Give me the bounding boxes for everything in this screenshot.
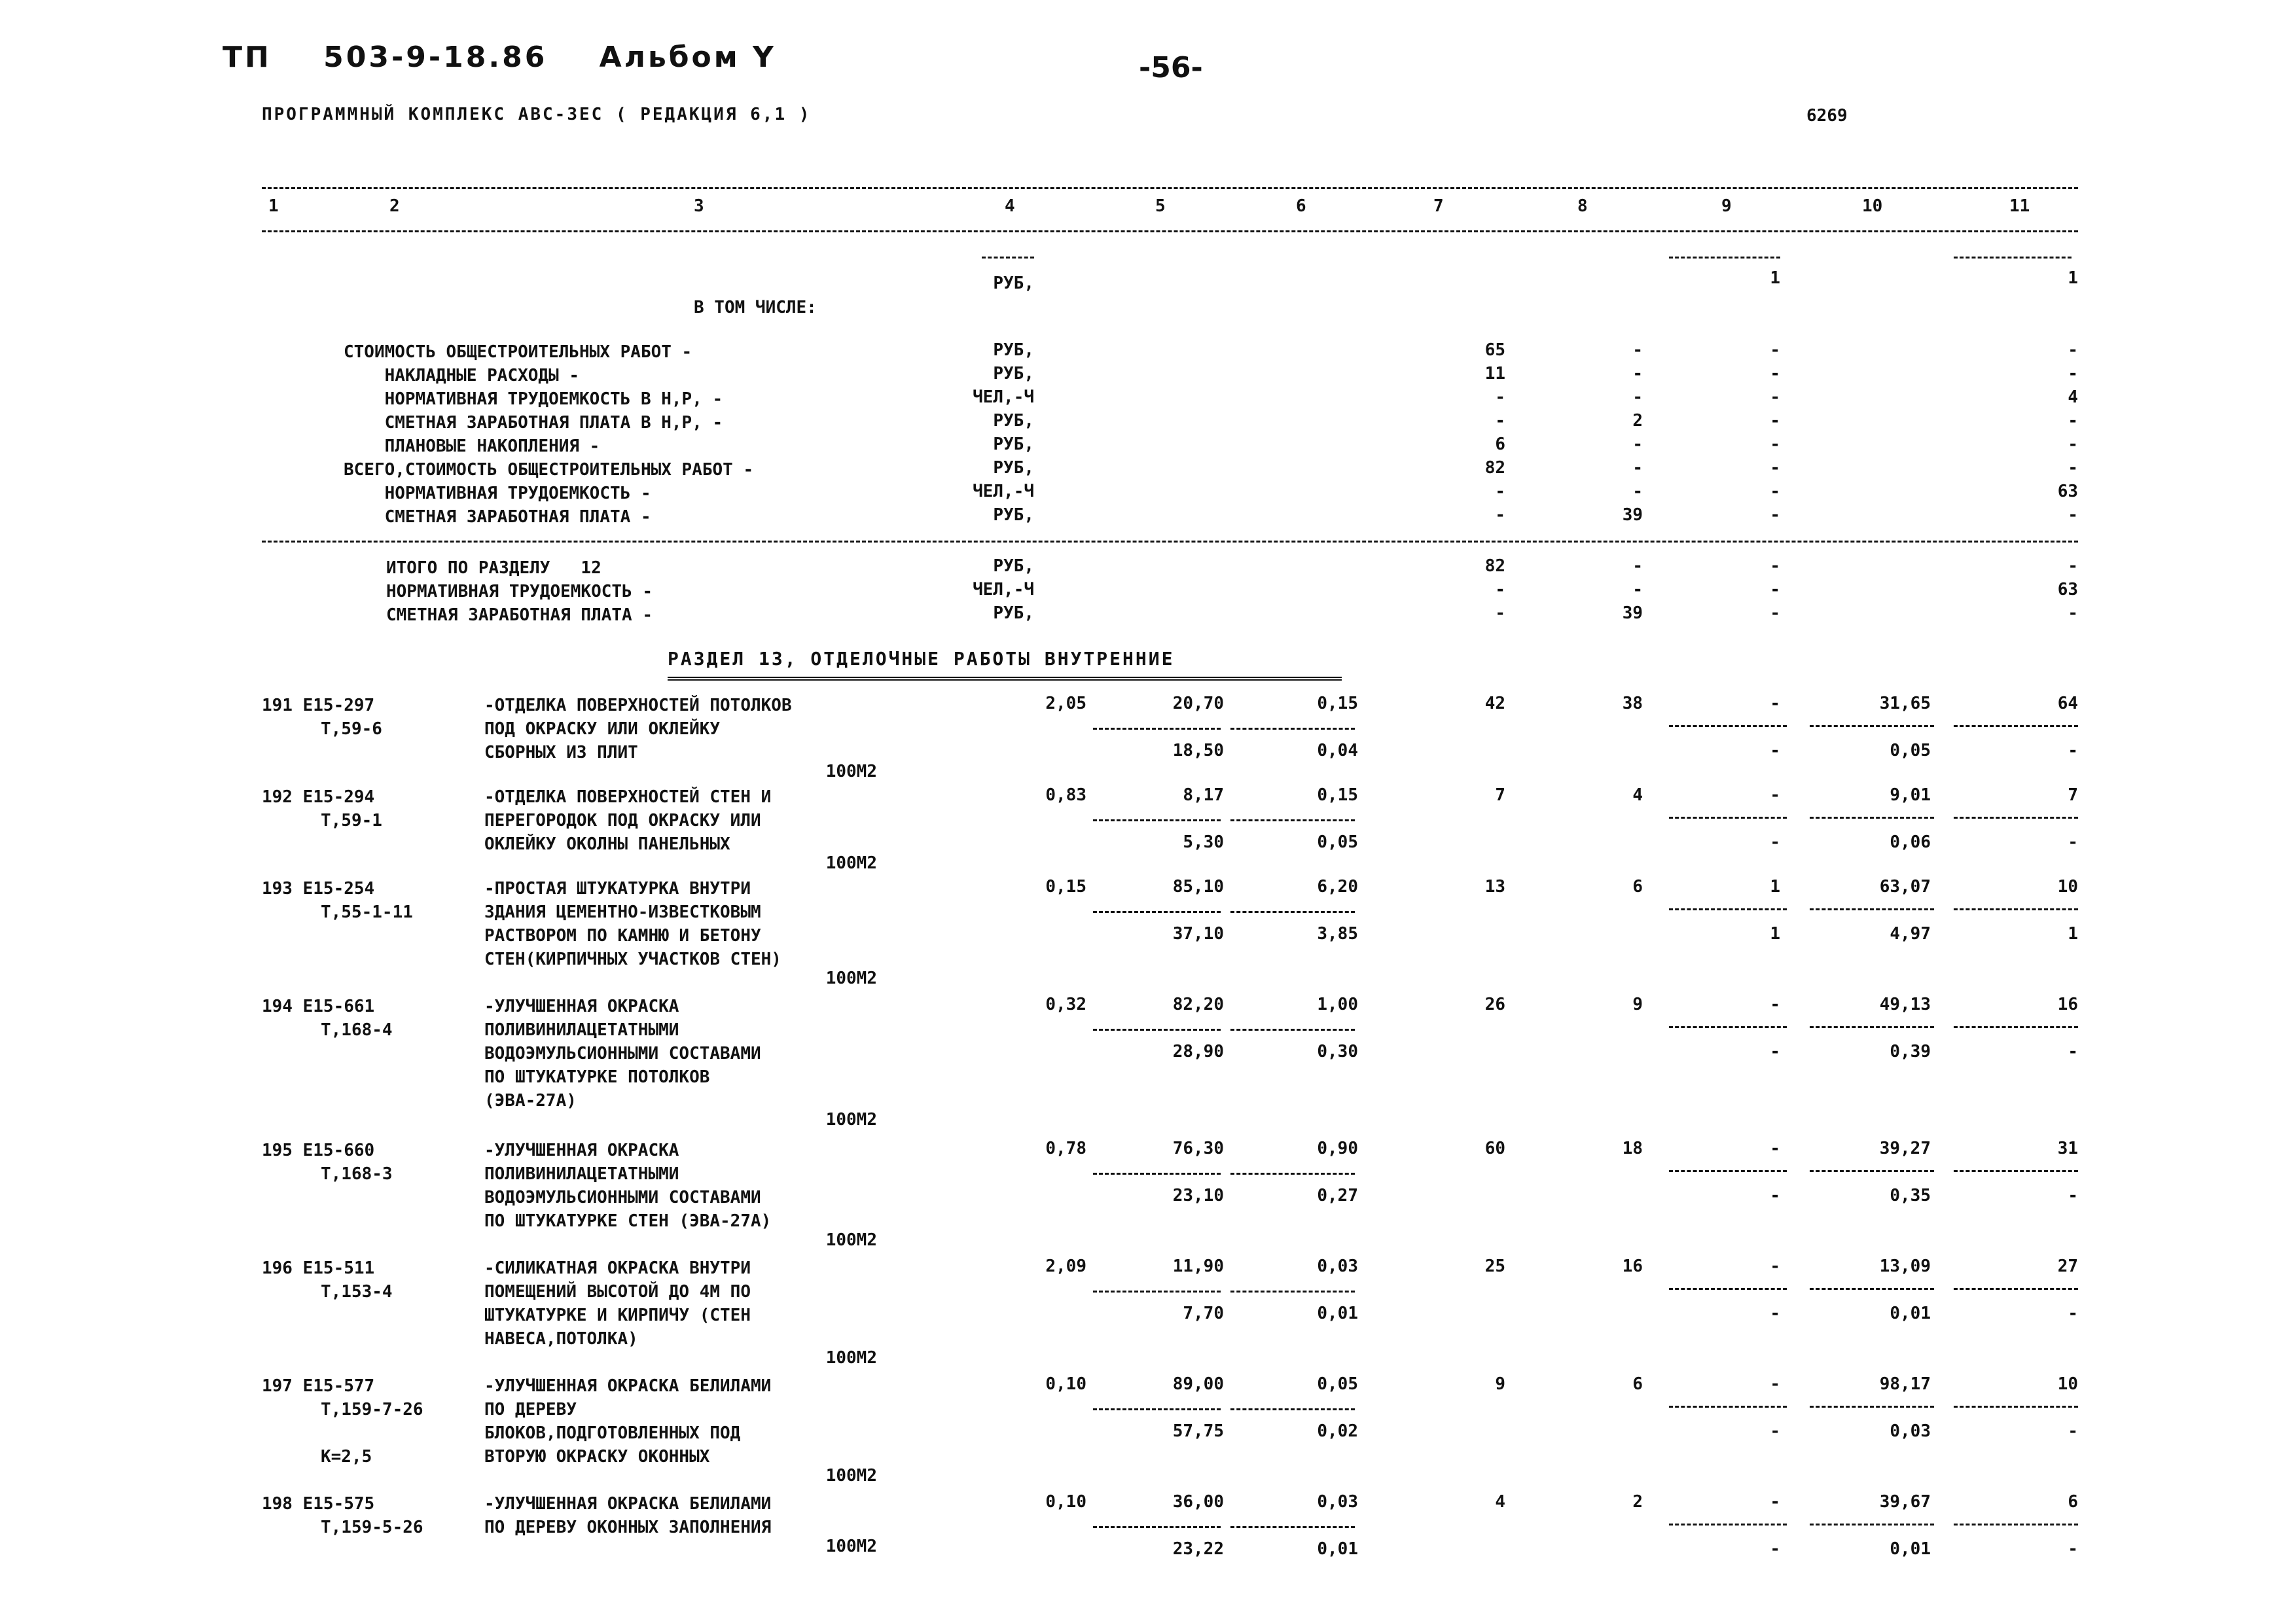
column-numbers [262, 196, 2078, 219]
item-col11-sub: 1 [2068, 924, 2078, 944]
col9-rule [1669, 257, 1780, 259]
item-col9-rule [1669, 1524, 1787, 1525]
table-header-rule [262, 230, 2078, 232]
item-norm: Т,59-1 [321, 811, 382, 830]
item-qty: 2,09 [1045, 1257, 1086, 1276]
album-label: Альбом Y [599, 41, 776, 74]
item-col10: 49,13 [1879, 995, 1931, 1014]
item-col8: 9 [1632, 995, 1643, 1014]
item-col11-rule [1954, 725, 2078, 727]
item-price-rule [1093, 1173, 1221, 1175]
item-col11-sub: - [2068, 1539, 2078, 1559]
item-price-rule [1093, 1029, 1221, 1031]
item-col10: 13,09 [1879, 1257, 1931, 1276]
summary-col7: 11 [1484, 364, 1505, 383]
totals-unit: РУБ, [993, 556, 1034, 576]
summary-col9: - [1770, 387, 1780, 407]
item-wage: 7,70 [1183, 1304, 1224, 1323]
item-price: 76,30 [1172, 1139, 1224, 1158]
item-col11-sub: - [2068, 1042, 2078, 1061]
summary-col8: 39 [1622, 505, 1643, 525]
item-price: 36,00 [1172, 1492, 1224, 1512]
item-unit: 100М2 [825, 1466, 877, 1486]
program-line: ПРОГРАММНЫЙ КОМПЛЕКС АВС-ЗЕС ( РЕДАКЦИЯ 6,1 ) [262, 105, 812, 124]
item-col10-rule [1810, 908, 1934, 910]
item-col10-sub: 0,06 [1890, 832, 1931, 852]
item-wage: 57,75 [1172, 1421, 1224, 1441]
item-col10: 98,17 [1879, 1374, 1931, 1394]
item-col9-rule [1669, 1170, 1787, 1172]
item-name: -ОТДЕЛКА ПОВЕРХНОСТЕЙ ПОТОЛКОВ ПОД ОКРАСКУ ИЛИ ОКЛЕЙКУ СБОРНЫХ ИЗ ПЛИТ [484, 696, 792, 762]
item-col11: 10 [2057, 877, 2078, 897]
item-col11: 7 [2068, 785, 2078, 805]
summary-col8: - [1632, 364, 1643, 383]
page-header [223, 41, 816, 74]
item-op-rule [1230, 1291, 1355, 1293]
item-col10-rule [1810, 817, 1934, 819]
totals-label: НОРМАТИВНАЯ ТРУДОЕМКОСТЬ - [386, 582, 653, 601]
item-unit: 100М2 [825, 1230, 877, 1250]
summary-label: ПЛАНОВЫЕ НАКОПЛЕНИЯ - [344, 437, 600, 456]
summary-col7: 6 [1495, 435, 1505, 454]
item-coef: К=2,5 [321, 1447, 372, 1467]
totals-label: ИТОГО ПО РАЗДЕЛУ 12 [386, 558, 601, 578]
col-6: 6 [1296, 196, 1306, 216]
item-number: 192 Е15-294 [262, 787, 375, 807]
item-unit: 100М2 [825, 1537, 877, 1556]
item-col11-sub: - [2068, 741, 2078, 760]
item-col9: - [1770, 1139, 1780, 1158]
item-col11-rule [1954, 817, 2078, 819]
summary-col7: 65 [1484, 340, 1505, 360]
col-7: 7 [1433, 196, 1444, 216]
item-col9-sub: 1 [1770, 924, 1780, 944]
item-col11-rule [1954, 908, 2078, 910]
item-col9: - [1770, 1492, 1780, 1512]
item-col11: 16 [2057, 995, 2078, 1014]
item-number: 194 Е15-661 [262, 997, 375, 1016]
item-unit: 100М2 [825, 1348, 877, 1368]
summary-col9: - [1770, 505, 1780, 525]
item-price: 89,00 [1172, 1374, 1224, 1394]
item-name: -ПРОСТАЯ ШТУКАТУРКА ВНУТРИ ЗДАНИЯ ЦЕМЕНТНО-ИЗВЕСТКОВЫМ РАСТВОРОМ ПО КАМНЮ И БЕТОНУ СТЕН(КИРПИЧНЫХ УЧАСТКОВ СТЕН) [484, 879, 781, 969]
summary-unit: РУБ, [993, 458, 1034, 478]
item-wage-op: 0,04 [1317, 741, 1358, 760]
item-name: -ОТДЕЛКА ПОВЕРХНОСТЕЙ СТЕН И ПЕРЕГОРОДОК ПОД ОКРАСКУ ИЛИ ОКЛЕЙКУ ОКОЛНЫ ПАНЕЛЬНЫХ [484, 787, 772, 854]
item-number: 195 Е15-660 [262, 1141, 375, 1160]
summary-col8: - [1632, 482, 1643, 501]
item-col9-sub: - [1770, 1186, 1780, 1205]
item-col9: 1 [1770, 877, 1780, 897]
item-col9-sub: - [1770, 1042, 1780, 1061]
item-norm: Т,168-4 [321, 1020, 393, 1040]
item-price-rule [1093, 911, 1221, 913]
item-price-rule [1093, 819, 1221, 821]
item-col10: 39,67 [1879, 1492, 1931, 1512]
item-total: 13 [1484, 877, 1505, 897]
item-col11: 10 [2057, 1374, 2078, 1394]
totals-col9: - [1770, 556, 1780, 576]
item-col10-sub: 4,97 [1890, 924, 1931, 944]
item-col9-sub: - [1770, 832, 1780, 852]
item-col10-rule [1810, 1524, 1934, 1525]
totals-col7: - [1495, 580, 1505, 599]
summary-col7: - [1495, 387, 1505, 407]
summary-col9: - [1770, 364, 1780, 383]
item-col8: 6 [1632, 1374, 1643, 1394]
item-price: 85,10 [1172, 877, 1224, 897]
col-4: 4 [1005, 196, 1015, 216]
summary-unit: ЧЕЛ,-Ч [973, 387, 1034, 407]
item-price-op: 0,15 [1317, 694, 1358, 713]
item-norm: Т,59-6 [321, 719, 382, 739]
item-qty: 0,83 [1045, 785, 1086, 805]
item-total: 7 [1495, 785, 1505, 805]
item-wage-op: 0,05 [1317, 832, 1358, 852]
item-price-op: 0,05 [1317, 1374, 1358, 1394]
summary-col11: - [2068, 435, 2078, 454]
item-col11: 6 [2068, 1492, 2078, 1512]
item-col11: 27 [2057, 1257, 2078, 1276]
item-col11-sub: - [2068, 1186, 2078, 1205]
item-col10: 31,65 [1879, 694, 1931, 713]
col-10: 10 [1862, 196, 1883, 216]
item-total: 42 [1484, 694, 1505, 713]
col-2: 2 [389, 196, 400, 216]
item-number: 197 Е15-577 [262, 1376, 375, 1396]
item-col10-sub: 0,35 [1890, 1186, 1931, 1205]
item-col9: - [1770, 1257, 1780, 1276]
summary-unit: РУБ, [993, 505, 1034, 525]
page-number: -56- [1139, 51, 1203, 84]
item-qty: 0,78 [1045, 1139, 1086, 1158]
summary-rule [262, 541, 2078, 543]
item-col9-sub: - [1770, 1304, 1780, 1323]
item-wage-op: 0,01 [1317, 1539, 1358, 1559]
totals-unit: ЧЕЛ,-Ч [973, 580, 1034, 599]
summary-col9: - [1770, 482, 1780, 501]
item-col11: 31 [2057, 1139, 2078, 1158]
summary-label: НОРМАТИВНАЯ ТРУДОЕМКОСТЬ В Н,Р, - [344, 389, 723, 409]
summary-col9: - [1770, 458, 1780, 478]
item-op-rule [1230, 1029, 1355, 1031]
item-norm: Т,55-1-11 [321, 902, 413, 922]
item-col10-sub: 0,01 [1890, 1539, 1931, 1559]
summary-label: ВСЕГО,СТОИМОСТЬ ОБЩЕСТРОИТЕЛЬНЫХ РАБОТ - [344, 460, 754, 480]
item-col8: 6 [1632, 877, 1643, 897]
item-col10-sub: 0,39 [1890, 1042, 1931, 1061]
item-number: 198 Е15-575 [262, 1494, 375, 1514]
item-wage-op: 0,02 [1317, 1421, 1358, 1441]
item-wage-op: 3,85 [1317, 924, 1358, 944]
item-col9-rule [1669, 817, 1787, 819]
item-col10: 39,27 [1879, 1139, 1931, 1158]
item-number: 196 Е15-511 [262, 1258, 375, 1278]
item-col9-rule [1669, 1406, 1787, 1408]
item-unit: 100М2 [825, 762, 877, 781]
summary-col7: - [1495, 411, 1505, 431]
col-1: 1 [268, 196, 279, 216]
summary-col11: - [2068, 340, 2078, 360]
item-col10: 9,01 [1890, 785, 1931, 805]
item-norm: Т,159-5-26 [321, 1518, 423, 1537]
item-col9: - [1770, 694, 1780, 713]
item-col8: 2 [1632, 1492, 1643, 1512]
top-col11: 1 [2068, 268, 2078, 288]
summary-col11: - [2068, 505, 2078, 525]
item-col9-sub: - [1770, 1421, 1780, 1441]
item-price: 82,20 [1172, 995, 1224, 1014]
item-price-rule [1093, 1408, 1221, 1410]
summary-col7: 82 [1484, 458, 1505, 478]
totals-label: СМЕТНАЯ ЗАРАБОТНАЯ ПЛАТА - [386, 605, 653, 625]
item-wage: 18,50 [1172, 741, 1224, 760]
summary-col9: - [1770, 340, 1780, 360]
item-price-op: 1,00 [1317, 995, 1358, 1014]
item-col9-sub: - [1770, 741, 1780, 760]
totals-col8: - [1632, 556, 1643, 576]
totals-col7: - [1495, 603, 1505, 623]
item-wage: 23,10 [1172, 1186, 1224, 1205]
item-col10-rule [1810, 1406, 1934, 1408]
item-total: 26 [1484, 995, 1505, 1014]
section-underline [668, 677, 1342, 681]
summary-col11: 4 [2068, 387, 2078, 407]
summary-col8: - [1632, 387, 1643, 407]
item-op-rule [1230, 819, 1355, 821]
item-price-op: 0,03 [1317, 1492, 1358, 1512]
top-col9: 1 [1770, 268, 1780, 288]
item-op-rule [1230, 1408, 1355, 1410]
item-price: 11,90 [1172, 1257, 1224, 1276]
item-col11-rule [1954, 1524, 2078, 1525]
summary-label: СТОИМОСТЬ ОБЩЕСТРОИТЕЛЬНЫХ РАБОТ - [344, 342, 692, 362]
item-name: -УЛУЧШЕННАЯ ОКРАСКА ПОЛИВИНИЛАЦЕТАТНЫМИ ВОДОЭМУЛЬСИОННЫМИ СОСТАВАМИ ПО ШТУКАТУРКЕ СТЕН (ЭВА-27А) [484, 1141, 772, 1231]
item-number: 193 Е15-254 [262, 879, 375, 899]
item-col11-sub: - [2068, 832, 2078, 852]
item-wage-op: 0,27 [1317, 1186, 1358, 1205]
item-total: 25 [1484, 1257, 1505, 1276]
item-col9-rule [1669, 1288, 1787, 1290]
item-price: 8,17 [1183, 785, 1224, 805]
item-qty: 0,10 [1045, 1374, 1086, 1394]
item-col10-sub: 0,01 [1890, 1304, 1931, 1323]
item-col11-rule [1954, 1170, 2078, 1172]
item-col10-rule [1810, 1288, 1934, 1290]
item-wage: 5,30 [1183, 832, 1224, 852]
item-op-rule [1230, 1173, 1355, 1175]
item-norm: Т,159-7-26 [321, 1400, 423, 1419]
item-qty: 2,05 [1045, 694, 1086, 713]
item-name: -УЛУЧШЕННАЯ ОКРАСКА БЕЛИЛАМИ ПО ДЕРЕВУ ОКОННЫХ ЗАПОЛНЕНИЯ [484, 1494, 772, 1537]
summary-col8: - [1632, 435, 1643, 454]
item-wage: 37,10 [1172, 924, 1224, 944]
item-op-rule [1230, 911, 1355, 913]
item-unit: 100М2 [825, 1110, 877, 1130]
unit-rule [982, 257, 1034, 259]
item-col9-rule [1669, 1026, 1787, 1028]
totals-col11: - [2068, 603, 2078, 623]
doc-type: ТП [223, 41, 272, 74]
item-col10-rule [1810, 1026, 1934, 1028]
item-wage: 23,22 [1172, 1539, 1224, 1559]
item-qty: 0,15 [1045, 877, 1086, 897]
item-op-rule [1230, 728, 1355, 730]
summary-col7: - [1495, 505, 1505, 525]
item-col8: 4 [1632, 785, 1643, 805]
totals-col8: 39 [1622, 603, 1643, 623]
summary-col11: 63 [2057, 482, 2078, 501]
item-price-rule [1093, 728, 1221, 730]
item-col9: - [1770, 1374, 1780, 1394]
item-name: -УЛУЧШЕННАЯ ОКРАСКА БЕЛИЛАМИ ПО ДЕРЕВУ БЛОКОВ,ПОДГОТОВЛЕННЫХ ПОД ВТОРУЮ ОКРАСКУ ОКОННЫХ [484, 1376, 772, 1467]
summary-col7: - [1495, 482, 1505, 501]
item-total: 4 [1495, 1492, 1505, 1512]
summary-unit: РУБ, [993, 435, 1034, 454]
item-price-op: 0,90 [1317, 1139, 1358, 1158]
summary-unit: РУБ, [993, 411, 1034, 431]
section-title: РАЗДЕЛ 13, ОТДЕЛОЧНЫЕ РАБОТЫ ВНУТРЕННИЕ [668, 648, 1175, 669]
item-wage-op: 0,01 [1317, 1304, 1358, 1323]
summary-col11: - [2068, 411, 2078, 431]
program-code: 6269 [1806, 106, 1848, 126]
summary-label: СМЕТНАЯ ЗАРАБОТНАЯ ПЛАТА - [344, 507, 651, 527]
summary-col8: - [1632, 340, 1643, 360]
totals-unit: РУБ, [993, 603, 1034, 623]
item-price-op: 6,20 [1317, 877, 1358, 897]
item-col9: - [1770, 785, 1780, 805]
item-wage: 28,90 [1172, 1042, 1224, 1061]
table-top-rule [262, 187, 2078, 189]
col-5: 5 [1155, 196, 1166, 216]
col-8: 8 [1577, 196, 1588, 216]
totals-col11: 63 [2057, 580, 2078, 599]
item-price-rule [1093, 1291, 1221, 1293]
item-price-op: 0,15 [1317, 785, 1358, 805]
col-9: 9 [1721, 196, 1732, 216]
item-number: 191 Е15-297 [262, 696, 375, 715]
totals-col9: - [1770, 580, 1780, 599]
item-col10-sub: 0,05 [1890, 741, 1931, 760]
item-col11-rule [1954, 1406, 2078, 1408]
item-col11-sub: - [2068, 1421, 2078, 1441]
item-col9: - [1770, 995, 1780, 1014]
summary-label: НОРМАТИВНАЯ ТРУДОЕМКОСТЬ - [344, 484, 651, 503]
summary-label: СМЕТНАЯ ЗАРАБОТНАЯ ПЛАТА В Н,Р, - [344, 413, 723, 433]
summary-label: НАКЛАДНЫЕ РАСХОДЫ - [344, 366, 580, 385]
item-col10: 63,07 [1879, 877, 1931, 897]
totals-col9: - [1770, 603, 1780, 623]
item-total: 9 [1495, 1374, 1505, 1394]
col-11: 11 [2009, 196, 2030, 216]
item-total: 60 [1484, 1139, 1505, 1158]
item-col8: 38 [1622, 694, 1643, 713]
item-col11-rule [1954, 1026, 2078, 1028]
item-price-rule [1093, 1526, 1221, 1528]
doc-code: 503-9-18.86 [323, 41, 548, 74]
item-col9-rule [1669, 725, 1787, 727]
summary-unit: ЧЕЛ,-Ч [973, 482, 1034, 501]
totals-col11: - [2068, 556, 2078, 576]
item-name: -УЛУЧШЕННАЯ ОКРАСКА ПОЛИВИНИЛАЦЕТАТНЫМИ ВОДОЭМУЛЬСИОННЫМИ СОСТАВАМИ ПО ШТУКАТУРКЕ ПОТОЛКОВ (ЭВА-27А) [484, 997, 761, 1111]
summary-col8: - [1632, 458, 1643, 478]
item-col9-sub: - [1770, 1539, 1780, 1559]
item-col9-rule [1669, 908, 1787, 910]
totals-col8: - [1632, 580, 1643, 599]
summary-col9: - [1770, 411, 1780, 431]
item-op-rule [1230, 1526, 1355, 1528]
item-price: 20,70 [1172, 694, 1224, 713]
summary-unit: РУБ, [993, 364, 1034, 383]
item-price-op: 0,03 [1317, 1257, 1358, 1276]
col-3: 3 [694, 196, 704, 216]
item-wage-op: 0,30 [1317, 1042, 1358, 1061]
item-col10-rule [1810, 725, 1934, 727]
item-col10-sub: 0,03 [1890, 1421, 1931, 1441]
item-unit: 100М2 [825, 969, 877, 988]
summary-col11: - [2068, 364, 2078, 383]
including-label: В ТОМ ЧИСЛЕ: [694, 298, 817, 317]
summary-col8: 2 [1632, 411, 1643, 431]
item-unit: 100М2 [825, 853, 877, 873]
item-col8: 16 [1622, 1257, 1643, 1276]
item-norm: Т,168-3 [321, 1164, 393, 1184]
col11-rule [1954, 257, 2072, 259]
item-qty: 0,10 [1045, 1492, 1086, 1512]
item-name: -СИЛИКАТНАЯ ОКРАСКА ВНУТРИ ПОМЕЩЕНИЙ ВЫСОТОЙ ДО 4М ПО ШТУКАТУРКЕ И КИРПИЧУ (СТЕН НАВЕСА,ПОТОЛКА) [484, 1258, 751, 1349]
item-qty: 0,32 [1045, 995, 1086, 1014]
item-col8: 18 [1622, 1139, 1643, 1158]
summary-unit: РУБ, [993, 340, 1034, 360]
item-col11-rule [1954, 1288, 2078, 1290]
item-norm: Т,153-4 [321, 1282, 393, 1302]
item-col10-rule [1810, 1170, 1934, 1172]
totals-col7: 82 [1484, 556, 1505, 576]
top-unit: РУБ, [993, 274, 1034, 293]
summary-col9: - [1770, 435, 1780, 454]
summary-col11: - [2068, 458, 2078, 478]
item-col11: 64 [2057, 694, 2078, 713]
item-col11-sub: - [2068, 1304, 2078, 1323]
